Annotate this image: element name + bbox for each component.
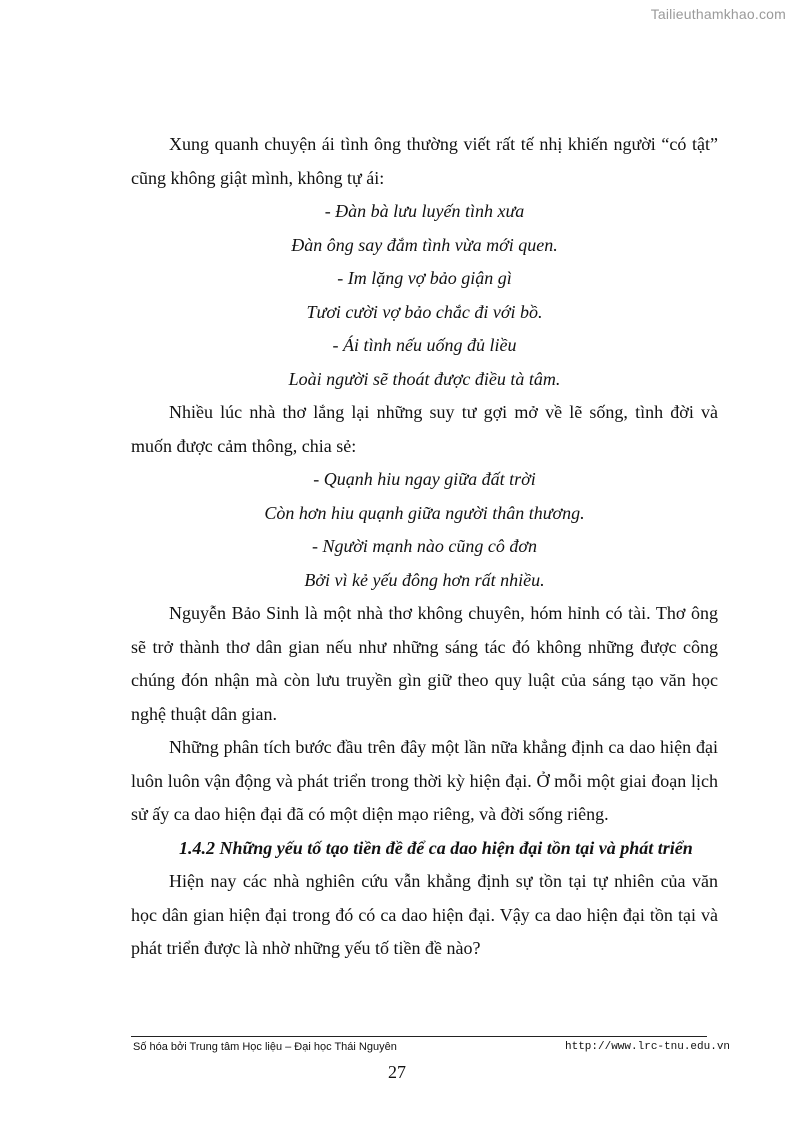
paragraph-1: Xung quanh chuyện ái tình ông thường viết rất tế nhị khiến người “có tật” cũng không giật mình, không tự ái:	[131, 134, 718, 188]
paragraph-2: Nhiều lúc nhà thơ lắng lại những suy tư gợi mở về lẽ sống, tình đời và muốn được cảm thông, chia sẻ:	[131, 402, 718, 456]
watermark: Tailieuthamkhao.com	[650, 6, 786, 22]
poem-line: - Im lặng vợ bảo giận gì	[337, 268, 512, 288]
paragraph-3: Nguyễn Bảo Sinh là một nhà thơ không chuyên, hóm hỉnh có tài. Thơ ông sẽ trở thành thơ dân gian nếu như những sáng tác đó không những được công chúng đón nhận mà còn lưu truyền gìn giữ theo quy luật của sáng tạo văn học nghệ thuật dân gian.	[131, 603, 718, 724]
poem-line: Còn hơn hiu quạnh giữa người thân thương.	[264, 502, 585, 523]
poem-line: - Người mạnh nào cũng cô đơn	[311, 536, 537, 556]
page-body	[131, 128, 718, 966]
poem-line: - Ái tình nếu uống đủ liều	[332, 335, 517, 355]
poem-line: - Đàn bà lưu luyến tình xưa	[324, 201, 525, 221]
poem-line: - Quạnh hiu ngay giữa đất trời	[313, 469, 536, 489]
paragraph-4: Những phân tích bước đầu trên đây một lần nữa khẳng định ca dao hiện đại luôn luôn vận động và phát triển trong thời kỳ hiện đại. Ở mỗi một giai đoạn lịch sử ấy ca dao hiện đại đã có một diện mạo riêng, và đời sống riêng.	[131, 737, 718, 824]
poem-line: Bởi vì kẻ yếu đông hơn rất nhiều.	[304, 569, 545, 590]
footer-institution: Số hóa bởi Trung tâm Học liệu – Đại học Thái Nguyên	[133, 1041, 397, 1053]
page-number: 27	[388, 1062, 406, 1082]
footer-divider	[131, 1036, 707, 1037]
section-heading: 1.4.2 Những yếu tố tạo tiền đề để ca dao hiện đại tồn tại và phát triển	[179, 837, 693, 858]
poem-2	[131, 463, 718, 597]
poem-line: Đàn ông say đắm tình vừa mới quen.	[291, 234, 558, 255]
poem-line: Loài người sẽ thoát được điều tà tâm.	[288, 368, 561, 389]
poem-line: Tươi cười vợ bảo chắc đi với bồ.	[306, 301, 543, 322]
footer-url[interactable]: http://www.lrc-tnu.edu.vn	[565, 1041, 731, 1053]
paragraph-5: Hiện nay các nhà nghiên cứu vẫn khẳng định sự tồn tại tự nhiên của văn học dân gian hiện đại trong đó có ca dao hiện đại. Vậy ca dao hiện đại tồn tại và phát triển được là nhờ những yếu tố tiền đề nào?	[131, 871, 718, 958]
poem-1	[131, 195, 718, 396]
